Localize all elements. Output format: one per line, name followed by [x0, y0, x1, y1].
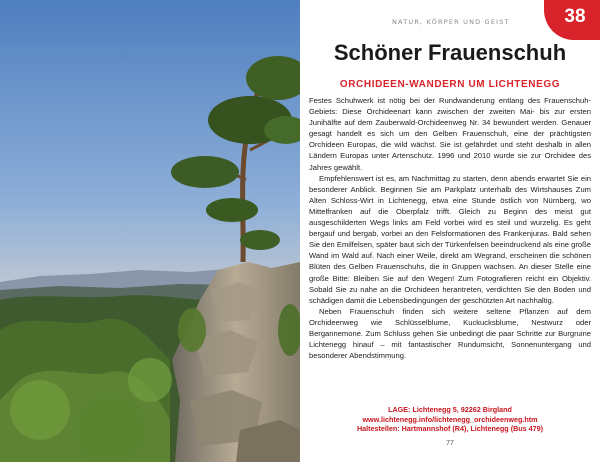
- paragraph-1: Festes Schuhwerk ist nötig bei der Rundwanderung entlang des Frauenschuh-Gebiets: Diese Orchideenart kann zwischen der zweiten Mai- bis zur ersten Junihälfte auf dem Zauberwald-Orchideenweg Nr. 34 bewundert werden. Genauer gesagt handelt es sich um den Gelben Frauenschuh, eine der prächtigsten Orchideen Europas, die wild wächst. Sie ist gefährdet und steht deshalb in allen Ländern Europas unter Artenschutz. 1996 und 2010 wurde sie zur Orchidee des Jahres gewählt.: [309, 96, 591, 172]
- stops-line: Haltestellen: Hartmannshof (R4), Lichtenegg (Bus 479): [356, 424, 544, 434]
- chapter-number-badge: 38: [544, 0, 600, 40]
- website-link[interactable]: www.lichtenegg.info/lichtenegg_orchideenweg.htm: [362, 414, 538, 424]
- paragraph-2: Empfehlenswert ist es, am Nachmittag zu starten, denn abends erwartet Sie ein besonderer Anblick. Beginnen Sie am Parkplatz unterhalb des Wirtshauses Zum Alten Schloss-Wirt in Lichtenegg, etwa eine Stunde östlich von Nürnberg, wo Mittelfranken auf die Oberpfalz trifft. Gleich zu Beginn des meist gut ausgeschilderten Wegs links am Feld vorbei wird es steil und wurzelig. Es geht bergauf und bergab, vorbei an den Felsformationen des Frankenjuras. Bald sehen Sie den Emilfelsen, später baut sich der Türkenfelsen beeindruckend als eine große Wand im Wald auf. Nach einer Weile, direkt am Wegrand, erscheinen die schönen Blüten des Gelben Frauenschuhs, die in Gruppen wachsen. An dieser Stelle eine große Bitte: Bleiben Sie auf den Wegen! Zum Fotografieren reicht ein Objektiv. Sobald Sie zu nahe an die Orchideen herantreten, verdichten Sie den Boden und schädigen damit die Lebensbedingungen der geschützten Art nachhaltig.: [309, 173, 591, 305]
- text-page: [300, 0, 600, 462]
- location-line: LAGE: Lichtenegg 5, 92262 Birgland: [388, 405, 512, 414]
- info-box: [300, 405, 600, 434]
- article-body: [309, 95, 591, 361]
- page-title: Schöner Frauenschuh: [333, 40, 567, 65]
- category-label: NATUR, KÖRPER UND GEIST: [392, 18, 510, 26]
- page-subtitle: ORCHIDEEN-WANDERN UM LICHTENEGG: [339, 79, 561, 90]
- page-number: 77: [446, 440, 454, 447]
- paragraph-3: Neben Frauenschuh finden sich weitere seltene Pflanzen auf dem Orchideenweg wie Schlüsselblume, Kuckucksblume, Nestwurz oder Bergannemone. Zum Schluss gehen Sie unbedingt die paar Schritte zur Burgruine Lichtenegg hinauf – mit fantastischer Rundumsicht, Sonnenuntergang und besonderer Abendstimmung.: [309, 306, 591, 361]
